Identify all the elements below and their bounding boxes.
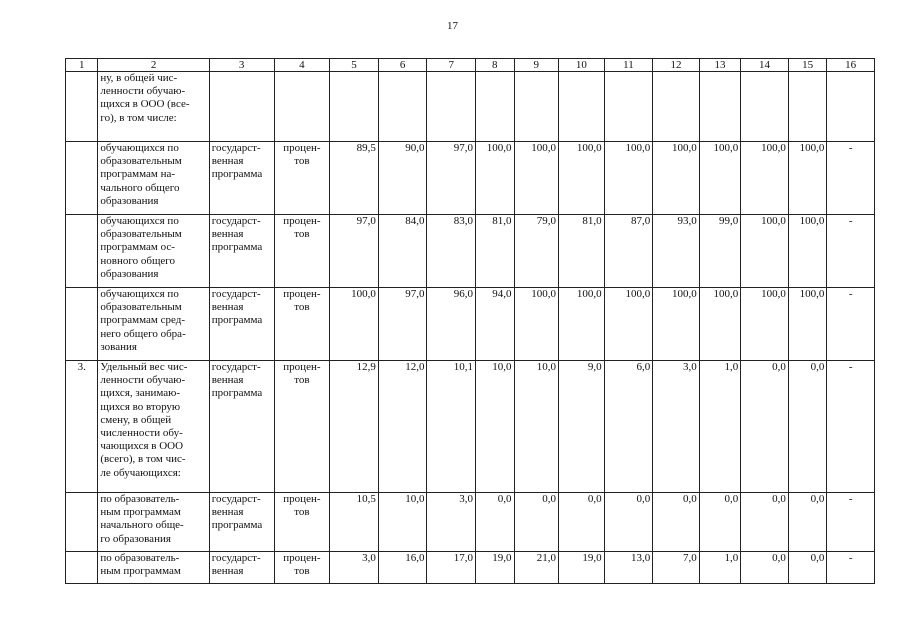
cell-line: щихся во вторую: [100, 400, 181, 413]
cell-line: ным программам: [100, 565, 181, 578]
cell-line: процен-: [283, 288, 321, 300]
value-cell: 0,0: [741, 361, 789, 493]
value-cell: 19,0: [476, 552, 514, 584]
column-header: 2: [98, 59, 209, 72]
value-cell: 6,0: [604, 361, 653, 493]
cell-line: ле обучающихся:: [100, 466, 181, 479]
value-cell: 100,0: [741, 215, 789, 288]
value-cell: 12,9: [330, 361, 379, 493]
indicator-label-cell: [98, 142, 209, 215]
cell-line: процен-: [283, 142, 321, 154]
program-cell: [209, 552, 274, 584]
program-cell: [209, 142, 274, 215]
cell-line: новного общего: [100, 254, 176, 267]
value-cell: 0,0: [741, 493, 789, 552]
column-header: 15: [788, 59, 826, 72]
value-cell: 3,0: [330, 552, 379, 584]
column-header: 7: [427, 59, 476, 72]
unit-cell: [274, 493, 330, 552]
column-header: 6: [378, 59, 427, 72]
value-cell: 17,0: [427, 552, 476, 584]
value-cell: 19,0: [559, 552, 605, 584]
column-header: 4: [274, 59, 330, 72]
value-cell: 0,0: [699, 493, 741, 552]
table-row: [66, 288, 875, 361]
row-index-cell: [66, 552, 98, 584]
value-cell: 9,0: [559, 361, 605, 493]
cell-line: программа: [211, 241, 263, 254]
cell-line: венная: [211, 155, 244, 168]
cell-line: государст-: [211, 142, 261, 154]
value-cell: 7,0: [653, 552, 700, 584]
unit-cell: [274, 72, 330, 142]
value-cell: [559, 72, 605, 142]
value-cell: 100,0: [699, 288, 741, 361]
value-cell: 99,0: [699, 215, 741, 288]
cell-line: тов: [294, 301, 310, 314]
value-cell: 79,0: [514, 215, 559, 288]
cell-line: венная: [211, 228, 244, 241]
column-header: 9: [514, 59, 559, 72]
cell-line: программа: [211, 387, 263, 400]
value-cell: 0,0: [514, 493, 559, 552]
column-header: 1: [66, 59, 98, 72]
program-cell: [209, 361, 274, 493]
value-cell: 97,0: [427, 142, 476, 215]
cell-line: обучающихся по: [100, 215, 179, 227]
value-cell: 97,0: [378, 288, 427, 361]
cell-line: тов: [294, 228, 310, 241]
row-index-cell: [66, 72, 98, 142]
cell-line: по образователь-: [100, 493, 180, 505]
cell-line: государст-: [211, 552, 261, 564]
cell-line: смену, в общей: [100, 413, 172, 426]
value-cell: 100,0: [653, 142, 700, 215]
cell-line: тов: [294, 374, 310, 387]
value-cell: [604, 72, 653, 142]
value-cell: [330, 72, 379, 142]
page-number: 17: [447, 20, 458, 32]
value-cell: 81,0: [559, 215, 605, 288]
cell-line: государст-: [211, 288, 261, 300]
value-cell: 100,0: [330, 288, 379, 361]
value-cell: 97,0: [330, 215, 379, 288]
cell-line: программам ос-: [100, 241, 175, 254]
column-number-row: [66, 59, 875, 72]
value-cell: 0,0: [653, 493, 700, 552]
column-header: 12: [653, 59, 700, 72]
row-index-cell: [66, 288, 98, 361]
cell-line: тов: [294, 155, 310, 168]
cell-line: ным программам: [100, 506, 181, 519]
cell-line: го), в том числе:: [100, 111, 177, 124]
value-cell: 100,0: [559, 142, 605, 215]
cell-line: образования: [100, 194, 159, 207]
value-cell: 1,0: [699, 552, 741, 584]
value-cell: 0,0: [476, 493, 514, 552]
value-cell: [427, 72, 476, 142]
unit-cell: [274, 215, 330, 288]
value-cell: 10,0: [378, 493, 427, 552]
value-cell: 100,0: [653, 288, 700, 361]
cell-line: ленности обучаю-: [100, 374, 186, 387]
value-cell-last: -: [827, 361, 875, 493]
table-row: [66, 142, 875, 215]
value-cell-last: -: [827, 493, 875, 552]
column-header: 16: [827, 59, 875, 72]
value-cell: 21,0: [514, 552, 559, 584]
value-cell: 100,0: [741, 288, 789, 361]
value-cell-last: -: [827, 552, 875, 584]
value-cell: 100,0: [788, 215, 826, 288]
cell-line: образовательным: [100, 155, 182, 168]
value-cell: [741, 72, 789, 142]
table-row: [66, 72, 875, 142]
value-cell: [378, 72, 427, 142]
cell-line: обучающихся по: [100, 288, 179, 300]
indicators-table: [65, 58, 875, 584]
value-cell: 16,0: [378, 552, 427, 584]
value-cell: 10,1: [427, 361, 476, 493]
value-cell: 100,0: [514, 142, 559, 215]
value-cell: 100,0: [788, 142, 826, 215]
value-cell: [699, 72, 741, 142]
cell-line: венная: [211, 506, 244, 519]
program-cell: [209, 215, 274, 288]
value-cell: 1,0: [699, 361, 741, 493]
cell-line: щихся, занимаю-: [100, 387, 181, 400]
row-index-cell: [66, 493, 98, 552]
table-row: [66, 215, 875, 288]
row-index-cell: [66, 215, 98, 288]
value-cell: 94,0: [476, 288, 514, 361]
value-cell: 10,0: [476, 361, 514, 493]
value-cell: 3,0: [653, 361, 700, 493]
cell-line: тов: [294, 565, 310, 578]
cell-line: по образователь-: [100, 552, 180, 564]
column-header: 8: [476, 59, 514, 72]
cell-line: процен-: [283, 361, 321, 373]
cell-line: образования: [100, 267, 159, 280]
value-cell: 0,0: [559, 493, 605, 552]
cell-line: чающихся в ООО: [100, 440, 184, 453]
value-cell: [788, 72, 826, 142]
value-cell: 100,0: [699, 142, 741, 215]
value-cell: 100,0: [559, 288, 605, 361]
column-header: 5: [330, 59, 379, 72]
column-header: 11: [604, 59, 653, 72]
value-cell-last: -: [827, 288, 875, 361]
cell-line: образовательным: [100, 301, 182, 314]
value-cell: 84,0: [378, 215, 427, 288]
value-cell: 100,0: [514, 288, 559, 361]
value-cell: 83,0: [427, 215, 476, 288]
cell-line: венная: [211, 565, 244, 578]
cell-line: го образования: [100, 532, 171, 545]
table-row: [66, 361, 875, 493]
cell-line: (всего), в том чис-: [100, 453, 186, 466]
unit-cell: [274, 552, 330, 584]
value-cell: 0,0: [788, 552, 826, 584]
cell-line: государст-: [211, 215, 261, 227]
value-cell: 81,0: [476, 215, 514, 288]
value-cell: 0,0: [788, 361, 826, 493]
value-cell: 100,0: [788, 288, 826, 361]
value-cell: 100,0: [476, 142, 514, 215]
cell-line: чального общего: [100, 181, 180, 194]
cell-line: образовательным: [100, 228, 182, 241]
cell-line: государст-: [211, 361, 261, 373]
value-cell: 90,0: [378, 142, 427, 215]
unit-cell: [274, 361, 330, 493]
row-index-cell: 3.: [66, 361, 98, 493]
cell-line: процен-: [283, 493, 321, 505]
cell-line: ну, в общей чис-: [100, 72, 178, 84]
cell-line: ленности обучаю-: [100, 85, 186, 98]
value-cell: 10,5: [330, 493, 379, 552]
cell-line: него общего обра-: [100, 327, 186, 340]
cell-line: программам на-: [100, 168, 176, 181]
cell-line: щихся в ООО (все-: [100, 98, 190, 111]
program-cell: [209, 493, 274, 552]
value-cell: 0,0: [788, 493, 826, 552]
cell-line: программа: [211, 519, 263, 532]
value-cell: 3,0: [427, 493, 476, 552]
program-cell: [209, 288, 274, 361]
column-header: 10: [559, 59, 605, 72]
value-cell-last: -: [827, 142, 875, 215]
column-header: 13: [699, 59, 741, 72]
value-cell: 10,0: [514, 361, 559, 493]
value-cell: 12,0: [378, 361, 427, 493]
cell-line: численности обу-: [100, 427, 183, 440]
table-body: [66, 72, 875, 584]
value-cell: [476, 72, 514, 142]
program-cell: [209, 72, 274, 142]
value-cell: 87,0: [604, 215, 653, 288]
unit-cell: [274, 288, 330, 361]
cell-line: венная: [211, 301, 244, 314]
indicator-label-cell: [98, 72, 209, 142]
value-cell: 13,0: [604, 552, 653, 584]
cell-line: венная: [211, 374, 244, 387]
cell-line: программа: [211, 168, 263, 181]
row-index-cell: [66, 142, 98, 215]
value-cell: 0,0: [604, 493, 653, 552]
value-cell: [514, 72, 559, 142]
cell-line: процен-: [283, 215, 321, 227]
value-cell: 96,0: [427, 288, 476, 361]
cell-line: Удельный вес чис-: [100, 361, 188, 373]
cell-line: программа: [211, 314, 263, 327]
indicator-label-cell: [98, 361, 209, 493]
value-cell-last: -: [827, 215, 875, 288]
cell-line: процен-: [283, 552, 321, 564]
indicator-label-cell: [98, 552, 209, 584]
indicator-label-cell: [98, 493, 209, 552]
cell-line: начального обще-: [100, 519, 184, 532]
value-cell-last: [827, 72, 875, 142]
unit-cell: [274, 142, 330, 215]
table-row: [66, 493, 875, 552]
value-cell: 100,0: [741, 142, 789, 215]
value-cell: 93,0: [653, 215, 700, 288]
cell-line: государст-: [211, 493, 261, 505]
cell-line: тов: [294, 506, 310, 519]
column-header: 3: [209, 59, 274, 72]
value-cell: 89,5: [330, 142, 379, 215]
indicator-label-cell: [98, 215, 209, 288]
indicator-label-cell: [98, 288, 209, 361]
cell-line: обучающихся по: [100, 142, 179, 154]
value-cell: 100,0: [604, 288, 653, 361]
value-cell: 0,0: [741, 552, 789, 584]
value-cell: 100,0: [604, 142, 653, 215]
value-cell: [653, 72, 700, 142]
table-row: [66, 552, 875, 584]
column-header: 14: [741, 59, 789, 72]
cell-line: программам сред-: [100, 314, 185, 327]
cell-line: зования: [100, 340, 137, 353]
